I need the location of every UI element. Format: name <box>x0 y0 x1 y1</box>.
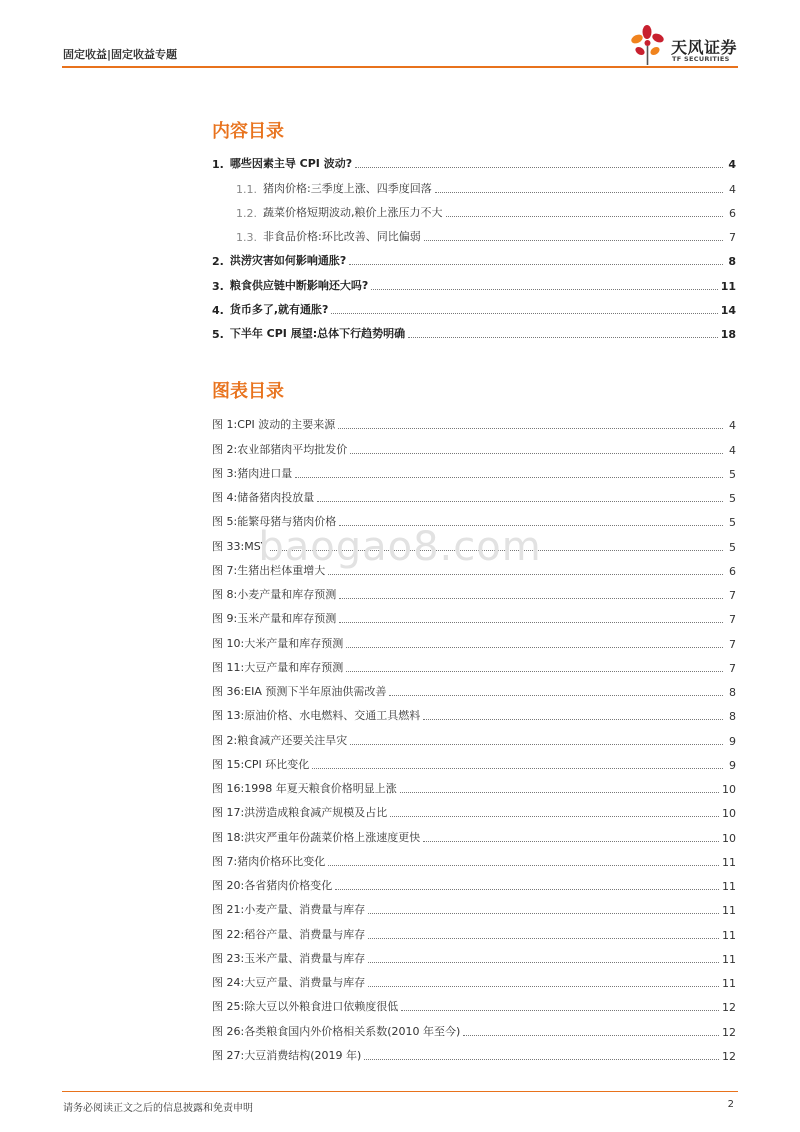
toc-item[interactable]: 1. 哪些因素主导 CPI 波动? 4 <box>212 157 736 172</box>
figure-item[interactable]: 图 25:除大豆以外粮食进口依赖度很低 12 <box>212 1000 736 1015</box>
figure-item[interactable]: 图 22:稻谷产量、消费量与库存 11 <box>212 927 736 942</box>
toc-subitem[interactable]: 1.3. 非食品价格:环比改善、同比偏弱 7 <box>236 230 736 245</box>
figure-item[interactable]: 图 18:洪灾严重年份蔬菜价格上涨速度更快 10 <box>212 830 736 845</box>
figure-list <box>212 408 736 1063</box>
figure-item[interactable]: 图 9:玉米产量和库存预测 7 <box>212 612 736 627</box>
footer-disclaimer: 请务必阅读正文之后的信息披露和免责申明 <box>63 1103 253 1114</box>
figure-item[interactable]: 图 21:小麦产量、消费量与库存 11 <box>212 903 736 918</box>
toc-subitem[interactable]: 1.1. 猪肉价格:三季度上涨、四季度回落 4 <box>236 181 736 196</box>
toc-item[interactable]: 2. 洪涝灾害如何影响通胀? 8 <box>212 254 736 269</box>
figure-item[interactable]: 图 17:洪涝造成粮食减产规模及占比 10 <box>212 806 736 821</box>
figure-item[interactable]: 图 3:猪肉进口量 5 <box>212 466 736 481</box>
header-divider <box>62 66 738 68</box>
brand-flower-icon <box>628 24 668 66</box>
toc-title: 内容目录 <box>212 121 284 142</box>
figure-item[interactable]: 图 23:玉米产量、消费量与库存 11 <box>212 951 736 966</box>
figure-item[interactable]: 图 2:农业部猪肉平均批发价 4 <box>212 442 736 457</box>
toc-item[interactable]: 3. 粮食供应链中断影响还大吗? 11 <box>212 278 736 293</box>
figure-item[interactable]: 图 27:大豆消费结构(2019 年) 12 <box>212 1048 736 1063</box>
figure-item[interactable]: 图 11:大豆产量和库存预测 7 <box>212 660 736 675</box>
toc-item[interactable]: 5. 下半年 CPI 展望:总体下行趋势明确 18 <box>212 327 736 342</box>
figure-item[interactable]: 图 33:MSY 5 <box>212 539 736 554</box>
figure-item[interactable]: 图 2:粮食减产还要关注旱灾 9 <box>212 733 736 748</box>
figure-item[interactable]: 图 13:原油价格、水电燃料、交通工具燃料 8 <box>212 709 736 724</box>
figure-item[interactable]: 图 5:能繁母猪与猪肉价格 5 <box>212 515 736 530</box>
figure-item[interactable]: 图 4:储备猪肉投放量 5 <box>212 491 736 505</box>
brand-name-cn: 天风证券 <box>671 38 738 57</box>
toc-subitem[interactable]: 1.2. 蔬菜价格短期波动,粮价上涨压力不大 6 <box>236 205 736 220</box>
brand-name-en: TF SECURITIES <box>672 55 730 63</box>
figure-item[interactable]: 图 8:小麦产量和库存预测 7 <box>212 588 736 602</box>
figure-item[interactable]: 图 10:大米产量和库存预测 7 <box>212 636 736 651</box>
figure-item[interactable]: 图 24:大豆产量、消费量与库存 11 <box>212 976 736 990</box>
figure-item[interactable]: 图 26:各类粮食国内外价格相关系数(2010 年至今) 12 <box>212 1024 736 1039</box>
watermark: baogao8.com <box>258 524 542 570</box>
footer-divider <box>62 1091 738 1092</box>
figure-item[interactable]: 图 7:猪肉价格环比变化 11 <box>212 854 736 869</box>
toc-list <box>212 147 736 341</box>
figure-list-title: 图表目录 <box>212 381 284 402</box>
figure-item[interactable]: 图 16:1998 年夏天粮食价格明显上涨 10 <box>212 782 736 796</box>
figure-item[interactable]: 图 1:CPI 波动的主要来源 4 <box>212 418 736 433</box>
header-label: 固定收益|固定收益专题 <box>63 48 178 61</box>
figure-item[interactable]: 图 20:各省猪肉价格变化 11 <box>212 879 736 893</box>
page-number: 2 <box>727 1099 734 1110</box>
brand-logo <box>628 24 740 68</box>
figure-item[interactable]: 图 36:EIA 预测下半年原油供需改善 8 <box>212 685 736 699</box>
figure-item[interactable]: 图 7:生猪出栏体重增大 6 <box>212 563 736 578</box>
toc-item[interactable]: 4. 货币多了,就有通胀? 14 <box>212 303 736 318</box>
figure-item[interactable]: 图 15:CPI 环比变化 9 <box>212 757 736 772</box>
